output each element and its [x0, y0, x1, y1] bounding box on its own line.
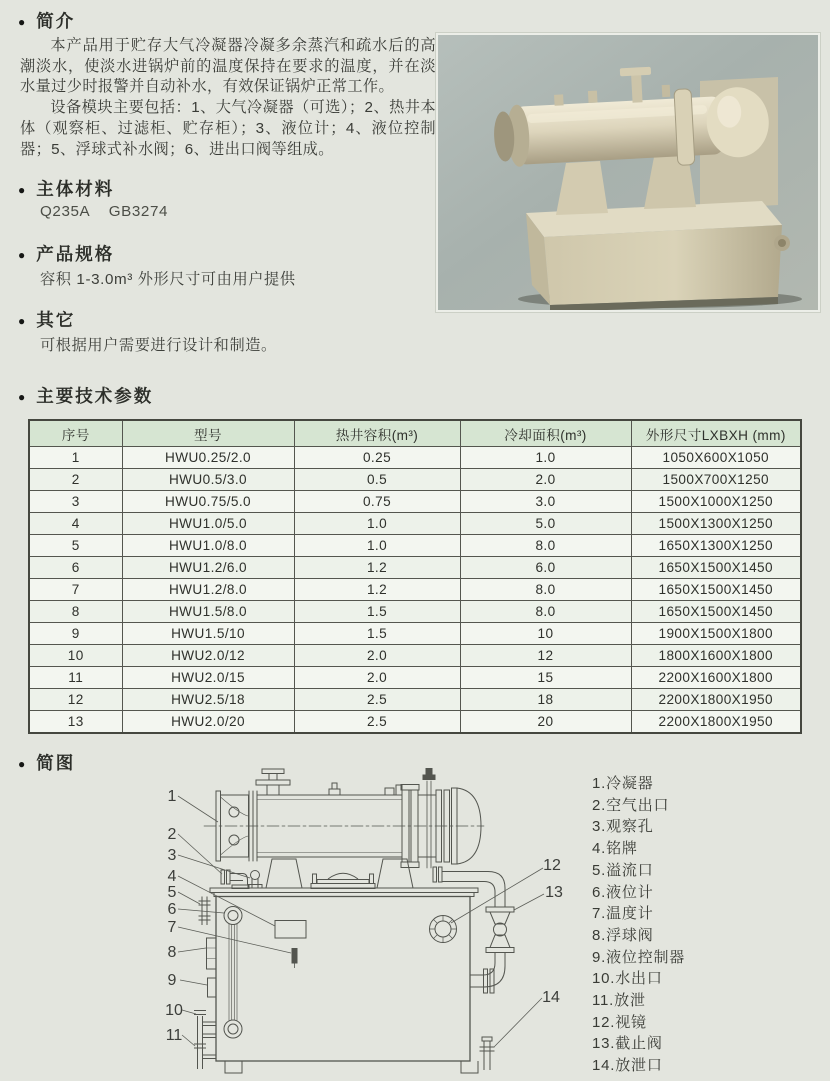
cell-model: HWU2.5/18: [122, 689, 294, 711]
spec-text: 容积 1-3.0m³ 外形尺寸可由用户提供: [40, 271, 296, 288]
schematic-drawing: [148, 764, 610, 1081]
intro-paragraph-2: 设备模块主要包括：1、大气冷凝器（可选）；2、热井本体（观察柜、过滤柜、贮存柜）；3、液位计；4、液位控制器；5、浮球式补水阀；6、进出口阀等组成。: [20, 99, 436, 158]
table-row: [29, 557, 801, 579]
cell-volume: 2.5: [294, 711, 460, 734]
section-title: 其它: [36, 310, 76, 330]
cell-index: 13: [29, 711, 122, 734]
header-cell-index: 序号: [29, 420, 122, 447]
table-header-row: [29, 420, 801, 447]
cell-area: 6.0: [460, 557, 631, 579]
cell-model: HWU0.25/2.0: [122, 447, 294, 469]
cell-dimensions: 2200X1800X1950: [631, 689, 801, 711]
bullet-icon: ●: [18, 14, 26, 29]
table-row: [29, 447, 801, 469]
cell-index: 5: [29, 535, 122, 557]
section-material-heading: [18, 176, 114, 201]
cell-dimensions: 1900X1500X1800: [631, 623, 801, 645]
table-body: [29, 447, 801, 734]
callout-number: 4: [167, 868, 177, 885]
table-row: [29, 469, 801, 491]
section-params-heading: [18, 383, 153, 408]
bullet-icon: ●: [18, 182, 26, 197]
cell-dimensions: 1500X1000X1250: [631, 491, 801, 513]
callout-number: 8: [167, 944, 177, 961]
cell-volume: 1.0: [294, 535, 460, 557]
cell-model: HWU1.0/5.0: [122, 513, 294, 535]
section-diagram-heading: [18, 750, 75, 775]
callout-number: 5: [167, 884, 177, 901]
cell-index: 9: [29, 623, 122, 645]
cell-dimensions: 1650X1500X1450: [631, 579, 801, 601]
cell-area: 8.0: [460, 601, 631, 623]
legend-item: 11.放泄: [592, 992, 646, 1010]
callout-number: 12: [543, 857, 561, 874]
legend-item: 7.温度计: [592, 905, 654, 923]
callout-numbers: [165, 788, 563, 1044]
material-text: Q235A GB3274: [40, 203, 169, 220]
bullet-icon: ●: [18, 247, 26, 262]
bullet-icon: ●: [18, 313, 26, 328]
cell-area: 20: [460, 711, 631, 734]
cell-area: 10: [460, 623, 631, 645]
legend-item: 13.截止阀: [592, 1035, 663, 1053]
legend-item: 12.视镜: [592, 1013, 647, 1031]
other-text: 可根据用户需要进行设计和制造。: [40, 337, 277, 354]
product-photo-image: [438, 35, 818, 310]
cell-volume: 1.2: [294, 579, 460, 601]
cell-dimensions: 1050X600X1050: [631, 447, 801, 469]
callout-number: 6: [167, 901, 177, 918]
callout-number: 3: [167, 847, 177, 864]
callout-number: 2: [167, 826, 177, 843]
table-row: [29, 601, 801, 623]
legend-item: 4.铭牌: [592, 840, 638, 858]
cell-model: HWU1.2/8.0: [122, 579, 294, 601]
section-title: 产品规格: [36, 244, 115, 264]
cell-volume: 2.0: [294, 645, 460, 667]
section-title: 简介: [36, 11, 76, 31]
table-row: [29, 535, 801, 557]
callout-number: 10: [165, 1002, 183, 1019]
cell-model: HWU0.5/3.0: [122, 469, 294, 491]
cell-area: 5.0: [460, 513, 631, 535]
tank-drawing: [194, 859, 514, 1073]
cell-dimensions: 1650X1500X1450: [631, 601, 801, 623]
legend-item: 3.观察孔: [592, 818, 654, 836]
cell-model: HWU0.75/5.0: [122, 491, 294, 513]
cell-volume: 1.5: [294, 601, 460, 623]
section-spec-heading: [18, 241, 114, 266]
condenser-drawing: [204, 769, 484, 869]
cell-index: 10: [29, 645, 122, 667]
cell-model: HWU1.0/8.0: [122, 535, 294, 557]
cell-volume: 0.75: [294, 491, 460, 513]
cell-index: 12: [29, 689, 122, 711]
cell-dimensions: 1500X1300X1250: [631, 513, 801, 535]
legend-item: 8.浮球阀: [592, 926, 654, 944]
callout-number: 11: [165, 1027, 183, 1044]
cell-volume: 1.0: [294, 513, 460, 535]
cell-dimensions: 1650X1500X1450: [631, 557, 801, 579]
cell-model: HWU2.0/20: [122, 711, 294, 734]
section-title: 主体材料: [36, 179, 115, 199]
cell-dimensions: 2200X1600X1800: [631, 667, 801, 689]
section-other-heading: [18, 307, 75, 332]
callout-number: 13: [545, 884, 563, 901]
leader-lines: [178, 796, 544, 1047]
cell-index: 3: [29, 491, 122, 513]
cell-dimensions: 1500X700X1250: [631, 469, 801, 491]
callout-number: 14: [542, 989, 560, 1006]
header-cell-dimensions: 外形尺寸LXBXH (mm): [631, 420, 801, 447]
cell-index: 1: [29, 447, 122, 469]
section-intro-heading: [18, 8, 75, 33]
cell-model: HWU2.0/15: [122, 667, 294, 689]
bullet-icon: ●: [18, 756, 26, 771]
table-row: [29, 579, 801, 601]
table-row: [29, 667, 801, 689]
table-row: [29, 513, 801, 535]
cell-dimensions: 1650X1300X1250: [631, 535, 801, 557]
legend-item: 10.水出口: [592, 970, 663, 988]
cell-dimensions: 1800X1600X1800: [631, 645, 801, 667]
legend-item: 14.放泄口: [592, 1057, 663, 1075]
product-photo: [436, 33, 820, 312]
header-cell-model: 型号: [122, 420, 294, 447]
bullet-icon: ●: [18, 389, 26, 404]
section-title: 主要技术参数: [36, 386, 154, 406]
cell-model: HWU2.0/12: [122, 645, 294, 667]
callout-number: 1: [167, 788, 177, 805]
table-row: [29, 711, 801, 734]
cell-model: HWU1.2/6.0: [122, 557, 294, 579]
cell-volume: 1.2: [294, 557, 460, 579]
cell-area: 1.0: [460, 447, 631, 469]
cell-index: 11: [29, 667, 122, 689]
cell-index: 6: [29, 557, 122, 579]
intro-paragraph-1: 本产品用于贮存大气冷凝器冷凝多余蒸汽和疏水后的高潮淡水，使淡水进锅炉前的温度保持在要求的温度，并在淡水量过少时报警并自动补水，有效保证锅炉正常工作。: [20, 37, 436, 96]
cell-index: 4: [29, 513, 122, 535]
section-title: 简图: [36, 753, 76, 773]
table-row: [29, 689, 801, 711]
cell-volume: 0.5: [294, 469, 460, 491]
cell-area: 8.0: [460, 535, 631, 557]
cell-index: 8: [29, 601, 122, 623]
cell-index: 7: [29, 579, 122, 601]
cell-volume: 2.5: [294, 689, 460, 711]
header-cell-volume: 热井容积(m³): [294, 420, 460, 447]
legend-item: 9.液位控制器: [592, 948, 686, 966]
legend-item: 5.溢流口: [592, 861, 654, 879]
legend-item: 6.液位计: [592, 883, 654, 901]
cell-volume: 2.0: [294, 667, 460, 689]
table-row: [29, 645, 801, 667]
cell-area: 8.0: [460, 579, 631, 601]
callout-number: 7: [167, 919, 177, 936]
table-row: [29, 623, 801, 645]
cell-volume: 1.5: [294, 623, 460, 645]
cell-volume: 0.25: [294, 447, 460, 469]
cell-area: 15: [460, 667, 631, 689]
legend-item: 2.空气出口: [592, 796, 670, 814]
cell-area: 3.0: [460, 491, 631, 513]
cell-area: 12: [460, 645, 631, 667]
callout-number: 9: [167, 972, 177, 989]
cell-index: 2: [29, 469, 122, 491]
table-row: [29, 491, 801, 513]
header-cell-area: 冷却面积(m³): [460, 420, 631, 447]
cell-model: HWU1.5/8.0: [122, 601, 294, 623]
cell-area: 2.0: [460, 469, 631, 491]
intro-paragraphs: [20, 36, 436, 160]
cell-dimensions: 2200X1800X1950: [631, 711, 801, 734]
legend-list: [592, 773, 685, 1077]
params-table: [28, 419, 802, 734]
cell-area: 18: [460, 689, 631, 711]
legend-item: 1.冷凝器: [592, 775, 654, 792]
cell-model: HWU1.5/10: [122, 623, 294, 645]
